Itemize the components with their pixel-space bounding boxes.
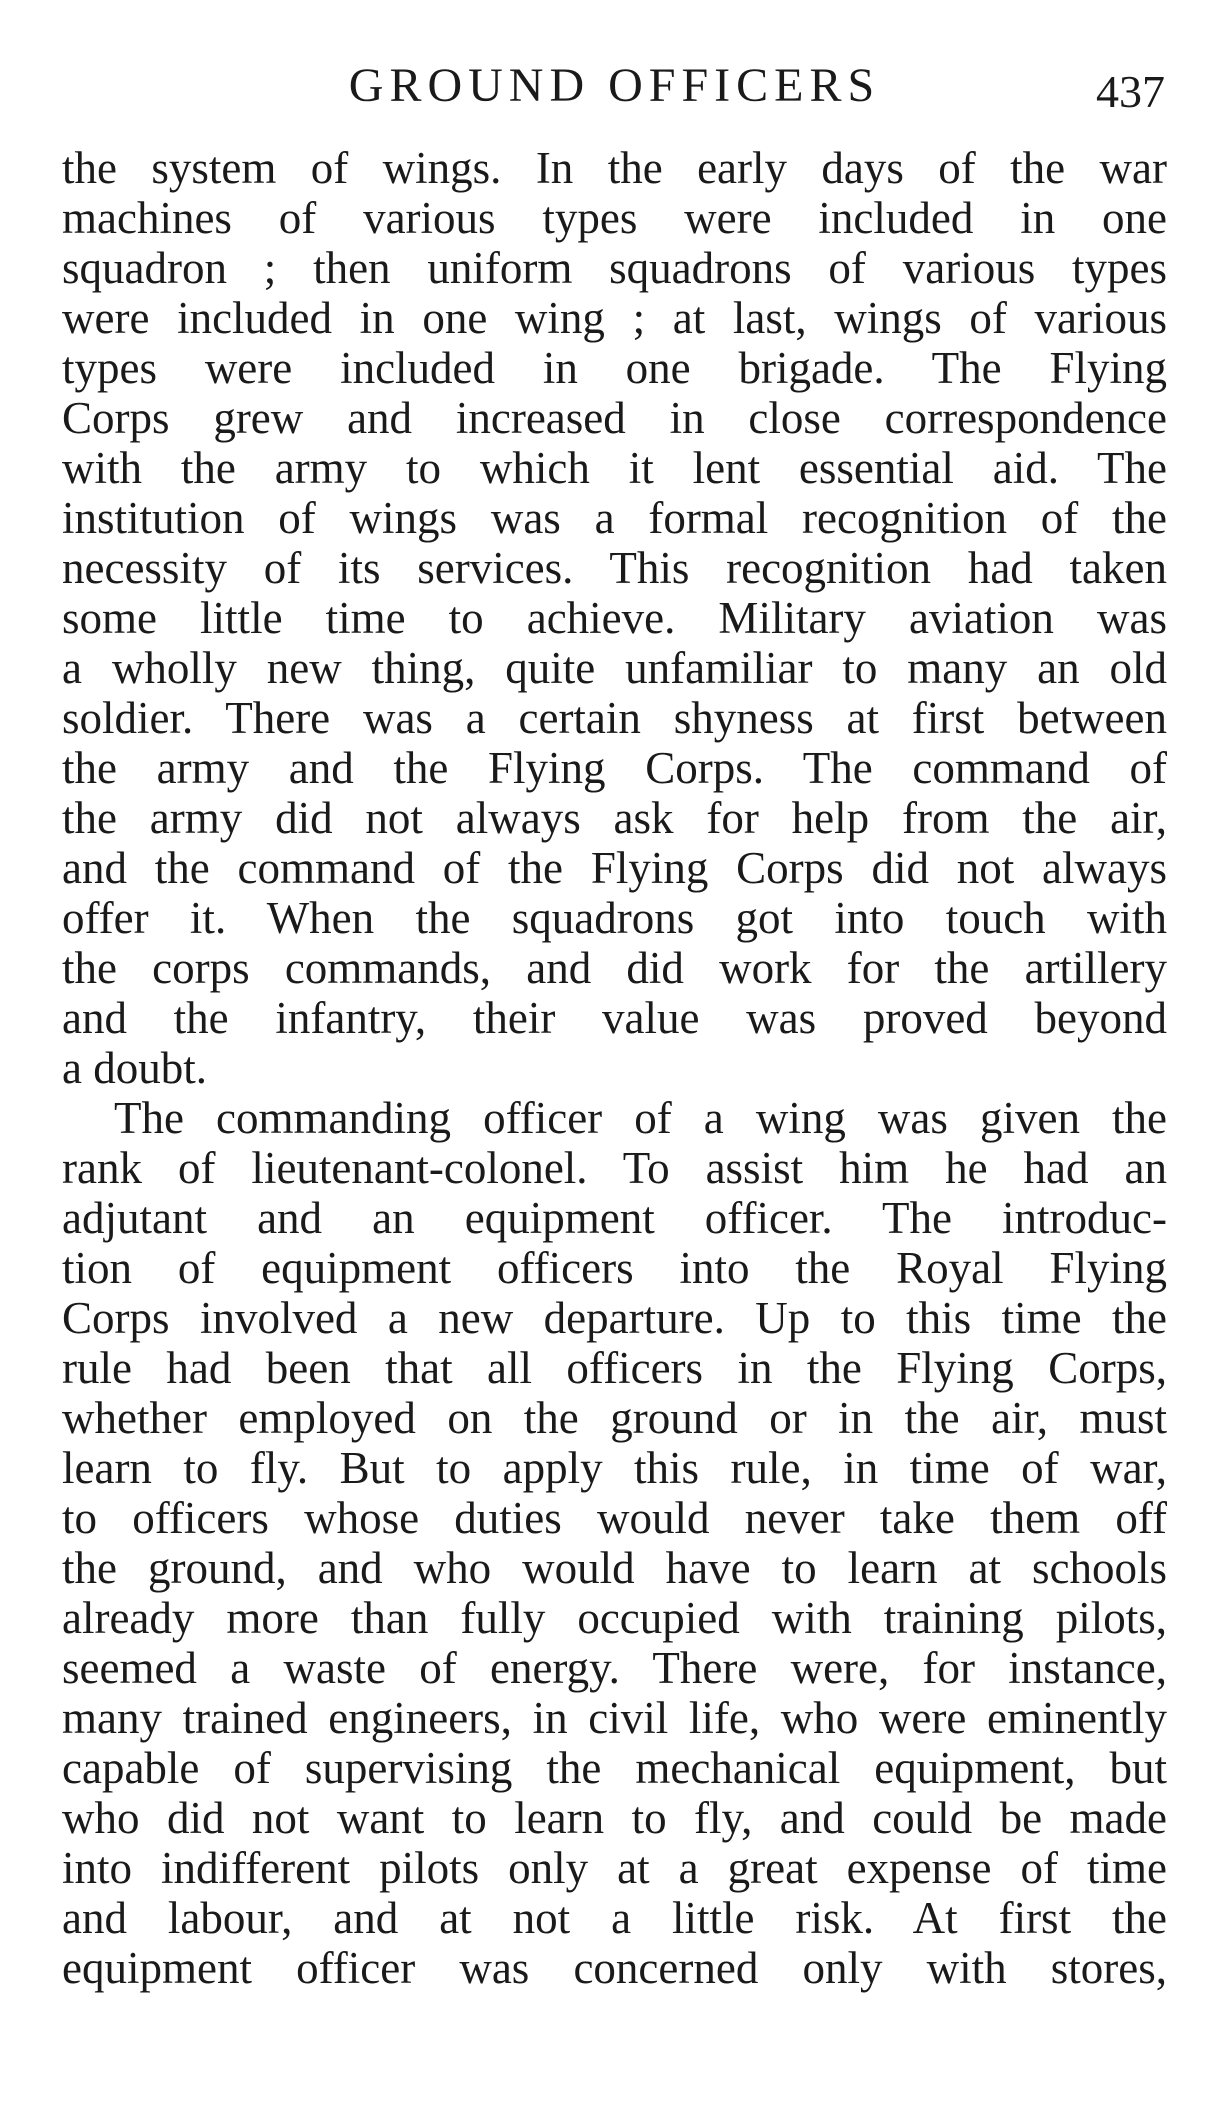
text-line: were included in one wing ; at last, wings of various — [62, 293, 1167, 343]
body-text — [62, 143, 1167, 1993]
text-line: already more than fully occupied with training pilots, — [62, 1593, 1167, 1643]
text-line: the ground, and who would have to learn at schools — [62, 1543, 1167, 1593]
chapter-title: GROUND OFFICERS — [348, 59, 881, 112]
text-line: equipment officer was concerned only with stores, — [62, 1943, 1167, 1993]
paragraph — [62, 1093, 1167, 1993]
text-line: institution of wings was a formal recognition of the — [62, 493, 1167, 543]
text-line: seemed a waste of energy. There were, for instance, — [62, 1643, 1167, 1693]
text-line: capable of supervising the mechanical equipment, but — [62, 1743, 1167, 1793]
text-line: The commanding officer of a wing was given the — [114, 1093, 1167, 1143]
text-line: a wholly new thing, quite unfamiliar to many an old — [62, 643, 1167, 693]
text-line: Corps grew and increased in close correspondence — [62, 393, 1167, 443]
text-line: learn to fly. But to apply this rule, in time of war, — [62, 1443, 1167, 1493]
text-line: necessity of its services. This recognition had taken — [62, 543, 1167, 593]
text-line: the system of wings. In the early days of the war — [62, 143, 1167, 193]
text-line: Corps involved a new departure. Up to this time the — [62, 1293, 1167, 1343]
paragraph — [62, 143, 1167, 1093]
text-line: offer it. When the squadrons got into touch with — [62, 893, 1167, 943]
text-line: to officers whose duties would never take them off — [62, 1493, 1167, 1543]
text-line: squadron ; then uniform squadrons of various types — [62, 243, 1167, 293]
text-line: the army did not always ask for help from the air, — [62, 793, 1167, 843]
text-line: into indifferent pilots only at a great expense of time — [62, 1843, 1167, 1893]
text-line: tion of equipment officers into the Royal Flying — [62, 1243, 1167, 1293]
text-line: the corps commands, and did work for the artillery — [62, 943, 1167, 993]
text-line: the army and the Flying Corps. The command of — [62, 743, 1167, 793]
text-line: and the infantry, their value was proved beyond — [62, 993, 1167, 1043]
text-line: with the army to which it lent essential aid. The — [62, 443, 1167, 493]
text-line: some little time to achieve. Military aviation was — [62, 593, 1167, 643]
text-line: many trained engineers, in civil life, who were eminently — [62, 1693, 1167, 1743]
text-line: whether employed on the ground or in the air, must — [62, 1393, 1167, 1443]
running-head — [62, 56, 1167, 116]
text-line: adjutant and an equipment officer. The introduc- — [62, 1193, 1167, 1243]
text-line: rule had been that all officers in the Flying Corps, — [62, 1343, 1167, 1393]
text-line: types were included in one brigade. The Flying — [62, 343, 1167, 393]
text-line: rank of lieutenant-colonel. To assist him he had an — [62, 1143, 1167, 1193]
text-line: who did not want to learn to fly, and could be made — [62, 1793, 1167, 1843]
text-line: soldier. There was a certain shyness at first between — [62, 693, 1167, 743]
text-line: a doubt. — [62, 1043, 207, 1093]
page-number: 437 — [1096, 66, 1165, 117]
text-line: and the command of the Flying Corps did not always — [62, 843, 1167, 893]
text-line: machines of various types were included in one — [62, 193, 1167, 243]
text-line: and labour, and at not a little risk. At first the — [62, 1893, 1167, 1943]
